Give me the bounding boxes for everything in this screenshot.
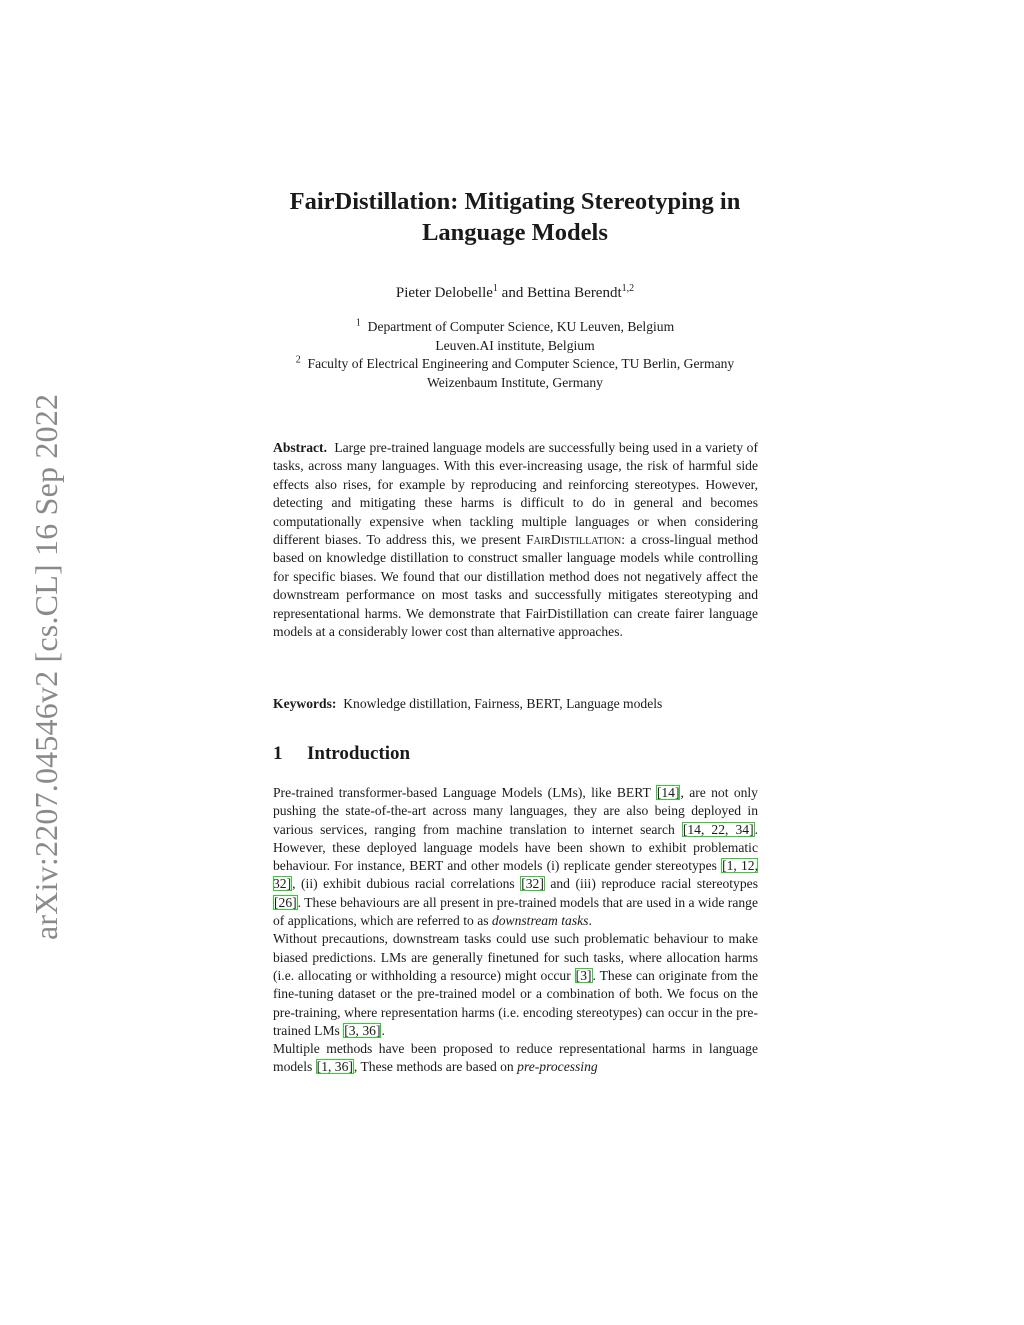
author-name: Bettina Berendt xyxy=(527,285,622,301)
citation-link[interactable]: [3] xyxy=(575,967,592,983)
section-heading xyxy=(273,742,758,766)
affiliation-1-line-1: $^1$ Department of Computer Science, KU Leuven, Belgium xyxy=(355,317,675,334)
author-conjunction: and xyxy=(497,285,528,301)
affiliations xyxy=(200,318,830,392)
citation-link[interactable]: [26] xyxy=(274,894,297,910)
keywords-label: Keywords: xyxy=(273,696,337,711)
citation-link[interactable]: [32] xyxy=(521,876,544,892)
affiliation-marker: 2 xyxy=(295,354,301,366)
section-title: Introduction xyxy=(307,743,411,764)
abstract-text: : a cross-lingual method based on knowledge distillation to construct smaller language models while controlling for specific biases. We found that our distillation method does not negatively affect the downstream performance on most tasks and successfully mitigates stereotyping and representational harms. We demonstrate that FairDistillation can create fairer language models at a considerably lower cost than alternative approaches. xyxy=(273,532,758,640)
citation-link[interactable]: [14, 22, 34] xyxy=(682,821,754,837)
affiliation-2-line-2: Weizenbaum Institute, Germany xyxy=(427,374,603,390)
keywords-text: Knowledge distillation, Fairness, BERT, Language models xyxy=(343,696,663,711)
method-name: FairDistillation xyxy=(526,532,622,548)
author-name: Pieter Delobelle xyxy=(395,285,493,301)
introduction-body xyxy=(273,784,758,1077)
paper-title xyxy=(200,186,830,248)
keywords xyxy=(273,695,758,713)
affiliation-marker: 1 xyxy=(492,283,498,294)
abstract-text: Large pre-trained language models are successfully being used in a variety of tasks, across many languages. With this ever-increasing usage, the risk of harmful side effects also rises, for example by reproducing and reinforcing stereotypes. However, detecting and mitigating these harms is difficult to do in general and becomes computationally expensive when tackling multiple languages or when considering different biases. To address this, we present xyxy=(273,440,759,548)
title-line-2: Language Models xyxy=(422,219,608,246)
emphasis: downstream tasks xyxy=(491,913,589,929)
affiliation-1-line-2: Leuven.AI institute, Belgium xyxy=(435,337,595,353)
arxiv-identifier: arXiv:2207.04546v2 [cs.CL] 16 Sep 2022 xyxy=(28,393,64,940)
abstract-label: Abstract. xyxy=(273,440,327,455)
section-number: 1 xyxy=(273,743,283,764)
affiliation-2-line-1: $^2$ Faculty of Electrical Engineering and Computer Science, TU Berlin, Germany xyxy=(295,354,735,371)
citation-link[interactable]: [3, 36] xyxy=(344,1022,381,1038)
affiliation-marker: 1,2 xyxy=(621,283,635,294)
affiliation-marker: 1 xyxy=(355,317,361,329)
citation-link[interactable]: [14] xyxy=(656,785,680,800)
title-line-1: FairDistillation: Mitigating Stereotyping in xyxy=(289,188,741,215)
author-list xyxy=(200,283,830,303)
paragraph: Multiple methods have been proposed to reduce representational harms in language models [1, 36], These methods are based on pre-processing xyxy=(273,1041,758,1075)
paragraph: Without precautions, downstream tasks could use such problematic behaviour to make biased predictions. LMs are generally finetuned for such tasks, where allocation harms (i.e. allocating or withholding a resource) might occur [3]. These can originate from the fine-tuning dataset or the pre-trained model or a combination of both. We focus on the pre-training, where representation harms (i.e. encoding stereotypes) can occur in the pre-trained LMs [3, 36]. xyxy=(273,931,758,1038)
emphasis: pre-processing xyxy=(517,1059,598,1075)
citation-link[interactable]: [1, 12, 32] xyxy=(273,858,758,892)
abstract xyxy=(273,439,758,641)
citation-link[interactable]: [1, 36] xyxy=(316,1059,353,1075)
paragraph: Pre-trained transformer-based Language Models (LMs), like BERT [14], are not only pushing the state-of-the-art across many languages, they are also being deployed in various services, ranging from machine translation to internet search [14, 22, 34]. However, these deployed language models have been shown to exhibit problematic behaviour. For instance, BERT and other models (i) replicate gender stereotypes [1, 12, 32], (ii) exhibit dubious racial correlations [32] and (iii) reproduce racial stereotypes [26]. These behaviours are all present in pre-trained models that are used in a wide range of applications, which are referred to as downstream tasks. xyxy=(273,785,759,929)
